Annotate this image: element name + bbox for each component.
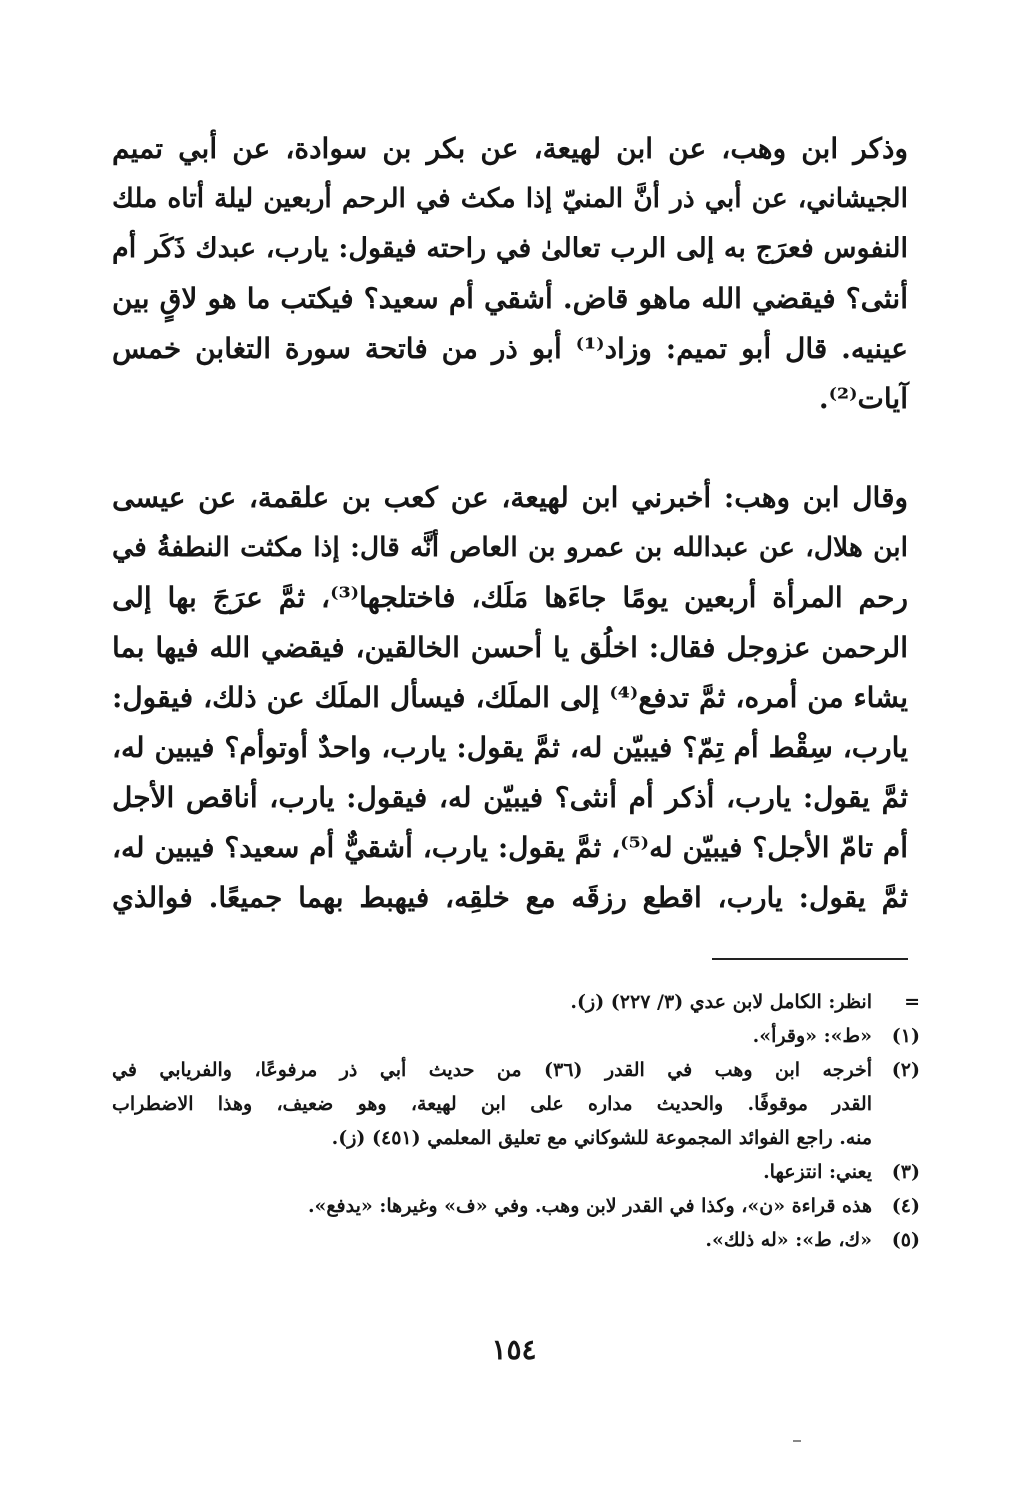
footnote-1 xyxy=(112,1019,920,1053)
text-line: الجيشاني، عن أبي ذر أنَّ المنيّ إذا مكث في الرحم أربعين ليلة أتاه ملك xyxy=(112,183,908,214)
footnote-marker: (٥) xyxy=(891,1229,920,1251)
footnote-marker: (٣) xyxy=(891,1161,920,1183)
footnote-4 xyxy=(112,1189,920,1223)
footnote-2 xyxy=(112,1053,920,1155)
footnote-line: انظر: الكامل لابن عدي (٣/ ٢٢٧) (ز). xyxy=(570,991,872,1013)
text-line: آيات⁽²⁾. xyxy=(818,382,908,415)
text-line: أم تامّ الأجل؟ فيبيّن له⁽⁵⁾، ثمَّ يقول: يارب، أشقيٌّ أم سعيد؟ فيبين له، xyxy=(112,831,908,864)
page-number: ١٥٤ xyxy=(491,1333,537,1366)
footnote-line: «ط»: «وقرأ». xyxy=(752,1025,872,1047)
text-line: ثمَّ يقول: يارب، اقطع رزقَه مع خلقِه، فيهبط بهما جميعًا. فوالذي xyxy=(112,881,908,914)
footnote-line: يعني: انتزعها. xyxy=(763,1161,872,1183)
footnote-line: هذه قراءة «ن»، وكذا في القدر لابن وهب. وفي «ف» وغيرها: «يدفع». xyxy=(307,1195,872,1217)
text-line: وقال ابن وهب: أخبرني ابن لهيعة، عن كعب بن علقمة، عن عيسى xyxy=(112,481,908,514)
text-line: يارب، سِقْط أم تِمّ؟ فيبيّن له، ثمَّ يقول: يارب، واحدٌ أوتوأم؟ فيبين له، xyxy=(112,731,908,764)
text-line: رحم المرأة أربعين يومًا جاءَها مَلَك، فاختلجها⁽³⁾، ثمَّ عرَجَ بها إلى xyxy=(112,581,908,614)
text-line: الرحمن عزوجل فقال: اخلُق يا أحسن الخالقين، فيقضي الله فيها بما xyxy=(112,631,908,664)
text-line: ثمَّ يقول: يارب، أذكر أم أنثى؟ فيبيّن له، فيقول: يارب، أناقص الأجل xyxy=(112,781,908,814)
footnotes xyxy=(112,985,920,1257)
paragraph-ibn-wahb-abdullah-ibn-amr xyxy=(112,473,908,923)
footnote-line: أخرجه ابن وهب في القدر (٣٦) من حديث أبي ذر مرفوعًا، والفريابي في xyxy=(112,1059,872,1081)
footnote-3 xyxy=(112,1155,920,1189)
footnote-marker: = xyxy=(904,991,920,1013)
footnote-marker: (٤) xyxy=(891,1195,920,1217)
text-line: ابن هلال، عن عبدالله بن عمرو بن العاص أنَّه قال: إذا مكثت النطفةُ في xyxy=(112,532,908,563)
text-line: يشاء من أمره، ثمَّ تدفع⁽⁴⁾ إلى الملَك، فيسأل الملَك عن ذلك، فيقول: xyxy=(112,681,908,714)
text-line: وذكر ابن وهب، عن ابن لهيعة، عن بكر بن سوادة، عن أبي تميم xyxy=(112,132,908,165)
footnote-5 xyxy=(112,1223,920,1257)
footnote-line: «ك، ط»: «له ذلك». xyxy=(705,1229,872,1251)
scan-speck xyxy=(793,1440,801,1442)
footnote-marker: (٢) xyxy=(891,1059,920,1081)
footnote-line: القدر موقوفًا. والحديث مداره على ابن لهيعة، وهو ضعيف، وهذا الاضطراب xyxy=(112,1093,872,1115)
text-line: أنثى؟ فيقضي الله ماهو قاض. أشقي أم سعيد؟ فيكتب ما هو لاقٍ بين xyxy=(112,282,908,315)
paragraph-ibn-wahb-abu-dharr xyxy=(112,124,908,424)
footnote-separator xyxy=(712,958,908,960)
footnote-line: منه. راجع الفوائد المجموعة للشوكاني مع تعليق المعلمي (٤٥١) (ز). xyxy=(331,1127,872,1149)
footnote-marker: (١) xyxy=(891,1025,920,1047)
text-line: عينيه. قال أبو تميم: وزاد⁽¹⁾ أبو ذر من فاتحة سورة التغابن خمس xyxy=(112,332,908,365)
text-line: النفوس فعرَج به إلى الرب تعالىٰ في راحته فيقول: يارب، عبدك ذَكَر أم xyxy=(112,233,908,264)
footnote-continued xyxy=(112,985,920,1019)
